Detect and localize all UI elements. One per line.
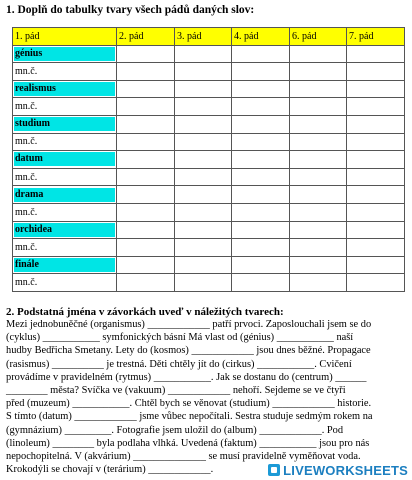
answer-cell[interactable] <box>117 203 175 221</box>
plural-row <box>13 98 405 116</box>
plural-label: mn.č. <box>13 274 117 292</box>
plural-label: mn.č. <box>13 98 117 116</box>
answer-cell[interactable] <box>347 221 405 239</box>
answer-cell[interactable] <box>232 133 290 151</box>
answer-cell[interactable] <box>117 274 175 292</box>
answer-cell[interactable] <box>117 80 175 98</box>
answer-cell[interactable] <box>232 221 290 239</box>
answer-cell[interactable] <box>117 151 175 169</box>
plural-row <box>13 203 405 221</box>
answer-cell[interactable] <box>175 256 232 274</box>
answer-cell[interactable] <box>232 256 290 274</box>
answer-cell[interactable] <box>232 80 290 98</box>
answer-cell[interactable] <box>290 256 347 274</box>
answer-cell[interactable] <box>232 203 290 221</box>
answer-cell[interactable] <box>290 151 347 169</box>
task1-title: 1. Doplň do tabulky tvary všech pádů daných slov: <box>6 4 255 16</box>
word-row <box>13 256 405 274</box>
paragraph-line: před (muzeum) ___________. Chtěl bych se věnovat (studium) ____________ historie. <box>6 398 372 410</box>
word-row <box>13 45 405 63</box>
answer-cell[interactable] <box>175 168 232 186</box>
answer-cell[interactable] <box>175 221 232 239</box>
answer-cell[interactable] <box>290 98 347 116</box>
word-cell <box>13 80 117 98</box>
paragraph-line: Krokodýli se chovají v (terárium) ____________. <box>6 464 214 476</box>
plural-label: mn.č. <box>13 63 117 81</box>
answer-cell[interactable] <box>117 221 175 239</box>
answer-cell[interactable] <box>347 203 405 221</box>
plural-label: mn.č. <box>13 133 117 151</box>
declension-table <box>12 27 405 292</box>
answer-cell[interactable] <box>175 186 232 204</box>
word-label: studium <box>14 117 115 131</box>
paragraph-line: ________ města? Svíčka ve (vakuum) ____________ nehoří. Sejdeme se ve čtyři <box>6 384 346 396</box>
answer-cell[interactable] <box>175 45 232 63</box>
answer-cell[interactable] <box>117 256 175 274</box>
paragraph-line: provádíme v pravidelném (rytmus) ___________. Jak se dostanu do (centrum) ______ <box>6 371 367 383</box>
answer-cell[interactable] <box>175 203 232 221</box>
answer-cell[interactable] <box>232 274 290 292</box>
plural-label: mn.č. <box>13 203 117 221</box>
answer-cell[interactable] <box>175 98 232 116</box>
answer-cell[interactable] <box>117 239 175 257</box>
word-row <box>13 80 405 98</box>
answer-cell[interactable] <box>347 256 405 274</box>
paragraph-line: nepochopitelná. V (akvárium) ______________ se musí pravidelně vyměňovat voda. <box>6 450 361 462</box>
word-cell <box>13 221 117 239</box>
answer-cell[interactable] <box>290 133 347 151</box>
task2-paragraph <box>6 318 406 476</box>
answer-cell[interactable] <box>347 45 405 63</box>
header-cell: 3. pád <box>175 28 232 46</box>
answer-cell[interactable] <box>117 168 175 186</box>
plural-row <box>13 63 405 81</box>
answer-cell[interactable] <box>290 63 347 81</box>
plural-row <box>13 168 405 186</box>
answer-cell[interactable] <box>117 98 175 116</box>
answer-cell[interactable] <box>117 115 175 133</box>
answer-cell[interactable] <box>347 186 405 204</box>
answer-cell[interactable] <box>347 274 405 292</box>
answer-cell[interactable] <box>232 115 290 133</box>
word-label: orchidea <box>14 223 115 237</box>
word-row <box>13 151 405 169</box>
answer-cell[interactable] <box>290 168 347 186</box>
answer-cell[interactable] <box>290 221 347 239</box>
answer-cell[interactable] <box>175 63 232 81</box>
word-row <box>13 186 405 204</box>
word-label: finále <box>14 258 115 272</box>
paragraph-line: (linoleum) ________ byla podlaha vlhká. Uvedená (faktum) ___________ jsou pro nás <box>6 437 370 449</box>
header-row <box>13 28 405 46</box>
answer-cell[interactable] <box>290 203 347 221</box>
answer-cell[interactable] <box>347 80 405 98</box>
watermark-text: LIVEWORKSHEETS <box>283 462 408 478</box>
answer-cell[interactable] <box>232 98 290 116</box>
answer-cell[interactable] <box>232 151 290 169</box>
paragraph-line: hudby Bedřicha Smetany. Lety do (kosmos) ____________ jsou dnes běžné. Propagace <box>6 345 371 357</box>
word-cell <box>13 115 117 133</box>
plural-row <box>13 274 405 292</box>
plural-row <box>13 239 405 257</box>
word-label: realismus <box>14 82 115 96</box>
word-label: drama <box>14 188 115 202</box>
answer-cell[interactable] <box>175 115 232 133</box>
paragraph-line: (cyklus) ___________ symfonických básní Má vlast od (génius) ___________ naší <box>6 332 354 344</box>
answer-cell[interactable] <box>347 98 405 116</box>
answer-cell[interactable] <box>347 239 405 257</box>
answer-cell[interactable] <box>290 45 347 63</box>
paragraph-line: (rasismus) __________ je trestná. Děti chtěly jít do (cirkus) ___________. Cvičení <box>6 358 352 370</box>
answer-cell[interactable] <box>290 115 347 133</box>
answer-cell[interactable] <box>347 115 405 133</box>
answer-cell[interactable] <box>175 80 232 98</box>
word-row <box>13 115 405 133</box>
paragraph-line: S tímto (datum) ____________ jsme vůbec nepočítali. Sestra studuje sedmým rokem na <box>6 411 373 423</box>
word-cell <box>13 45 117 63</box>
word-label: datum <box>14 152 115 166</box>
word-row <box>13 221 405 239</box>
answer-cell[interactable] <box>347 63 405 81</box>
word-cell <box>13 256 117 274</box>
word-cell <box>13 151 117 169</box>
answer-cell[interactable] <box>175 239 232 257</box>
answer-cell[interactable] <box>117 63 175 81</box>
answer-cell[interactable] <box>175 151 232 169</box>
answer-cell[interactable] <box>347 133 405 151</box>
header-cell: 4. pád <box>232 28 290 46</box>
answer-cell[interactable] <box>290 274 347 292</box>
answer-cell[interactable] <box>347 151 405 169</box>
plural-label: mn.č. <box>13 239 117 257</box>
plural-label: mn.č. <box>13 168 117 186</box>
header-cell: 6. pád <box>290 28 347 46</box>
answer-cell[interactable] <box>232 239 290 257</box>
header-cell: 7. pád <box>347 28 405 46</box>
answer-cell[interactable] <box>347 168 405 186</box>
answer-cell[interactable] <box>290 239 347 257</box>
plural-row <box>13 133 405 151</box>
header-cell: 2. pád <box>117 28 175 46</box>
word-cell <box>13 186 117 204</box>
answer-cell[interactable] <box>117 186 175 204</box>
paragraph-line: (gymnázium) _________. Fotografie jsem uložil do (album) ____________. Pod <box>6 424 344 436</box>
paragraph-line: Mezi jednobuněčné (organismus) ____________ patří prvoci. Zaposlouchali jsem se do <box>6 319 372 330</box>
liveworksheets-logo-icon <box>268 464 280 476</box>
word-label: génius <box>14 47 115 61</box>
answer-cell[interactable] <box>290 186 347 204</box>
answer-cell[interactable] <box>232 186 290 204</box>
answer-cell[interactable] <box>117 133 175 151</box>
header-cell: 1. pád <box>13 28 117 46</box>
answer-cell[interactable] <box>175 133 232 151</box>
answer-cell[interactable] <box>232 168 290 186</box>
answer-cell[interactable] <box>232 63 290 81</box>
task2-title: 2. Podstatná jména v závorkách uveď v náležitých tvarech: <box>6 306 284 318</box>
answer-cell[interactable] <box>290 80 347 98</box>
answer-cell[interactable] <box>117 45 175 63</box>
answer-cell[interactable] <box>232 45 290 63</box>
liveworksheets-watermark <box>268 462 408 478</box>
answer-cell[interactable] <box>175 274 232 292</box>
